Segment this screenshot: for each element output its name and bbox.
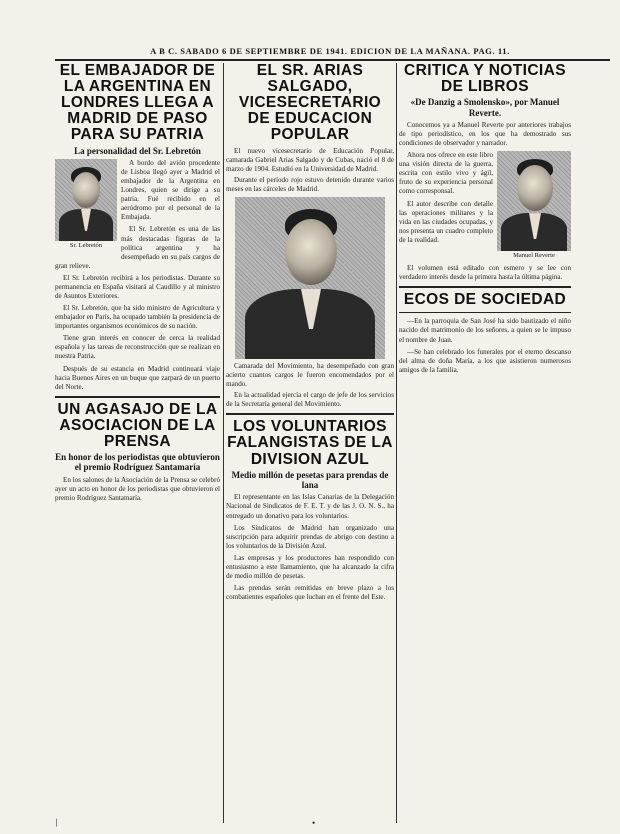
photo-lebreton: [55, 159, 117, 241]
paragraph: El representante en las Islas Canarias de la Delegación Nacional de Sindicatos de F. E. T. y de las J. O. N. S., ha entregado un donativo para los voluntarios.: [226, 493, 394, 520]
subhead-danzig-smolensko: «De Danzig a Smolensko», por Manuel Reverte.: [410, 97, 560, 118]
headline-society: ECOS DE SOCIEDAD: [403, 291, 567, 309]
section-rule: [399, 312, 571, 313]
headline-book-criticism: CRITICA Y NOTICIAS DE LIBROS: [404, 63, 566, 96]
column-1: [55, 63, 220, 823]
paragraph: Las empresas y los productores han respondido con entusiasmo a este llamamiento, que ha alcanzado la cifra de medio millón de pesetas.: [226, 553, 394, 580]
photo-caption: Manuel Reverte: [513, 252, 555, 260]
photo-lebreton-block: [55, 159, 117, 252]
section-rule: [399, 286, 571, 288]
running-head: A B C. SABADO 6 DE SEPTIEMBRE DE 1941. EDICION DE LA MAÑANA. PAG. 11.: [150, 46, 510, 56]
headline-ambassador: EL EMBAJADOR DE LA ARGENTINA EN LONDRES LLEGA A MADRID DE PASO PARA SU PATRIA: [59, 63, 216, 144]
headline-press-association: UN AGASAJO DE LA ASOCIACION DE LA PRENSA: [57, 400, 218, 450]
column-2: [226, 63, 394, 823]
paragraph: Conocemos ya a Manuel Reverte por anteriores trabajos de tipo periodístico, en los que ha demostrado sus condiciones de observador y narrador.: [399, 120, 571, 148]
paragraph: El nuevo vicesecretario de Educación Popular, camarada Gabriel Arias Salgado y de Cubas, nació el 8 de marzo de 1904. Estudió en la Universidad de Madrid.: [226, 146, 394, 173]
page-margin-mark: ⎸: [56, 818, 64, 827]
paragraph: En la actualidad ejercía el cargo de jefe de los servicios de la Secretaría general del Movimiento.: [226, 391, 394, 409]
paragraph: Camarada del Movimiento, ha desempeñado con gran acierto cuantos cargos le fueron encomendados por el mando.: [226, 361, 394, 389]
paragraph: —Se han celebrado los funerales por el eterno descanso del alma de doña María, a los que asistieron numerosos amigos de la familia.: [399, 347, 571, 374]
paragraph: El Sr. Lebretón recibirá a los periodistas. Durante su permanencia en España visitará al Caudillo y al ministro de Asuntos Exteriores.: [55, 273, 220, 300]
paragraph: El autor describe con detalle las operaciones militares y la vida en las ciudades ocupadas, y nos presenta un cuadro completo de la realidad.: [399, 199, 493, 244]
paragraph: Tiene gran interés en conocer de cerca la realidad española y las tareas de reconstrucción que se realizan en nuestra Patria.: [55, 334, 220, 361]
paragraph: Después de su estancia en Madrid continuará viaje hacia Buenos Aires en un buque que zarpará de un puerto del Norte.: [55, 364, 220, 391]
column-rule: [396, 63, 397, 823]
paragraph: Los Sindicatos de Madrid han organizado una suscripción para adquirir prendas de abrigo con destino a los voluntarios de la División Azul.: [226, 523, 394, 550]
page-dot-mark: •: [312, 818, 316, 828]
paragraph: A bordo del avión procedente de Lisboa llegó ayer a Madrid el embajador de la Argentina en Londres, quien se dirige a su patria. Fué recibido en el aeródromo por el personal de la Embajada.: [121, 158, 220, 222]
paragraph: En los salones de la Asociación de la Prensa se celebró ayer un acto en honor de los periodistas que obtuvieron el premio Rodríguez Santamaría.: [55, 475, 220, 502]
paragraph: —En la parroquia de San José ha sido bautizado el niño nacido del matrimonio de los señores, a quien se le impuso el nombre de Juan.: [399, 317, 571, 344]
paragraph: Durante el período rojo estuvo detenido durante varios meses en las cárceles de Madrid.: [226, 175, 394, 193]
paragraph: El volumen está editado con esmero y se lee con verdadero interés desde la primera hasta la última página.: [399, 264, 571, 282]
photo-reverte-block: [497, 151, 571, 262]
photo-reverte: [497, 151, 571, 251]
column-3: [399, 63, 571, 823]
subhead-press-award: En honor de los periodistas que obtuvieron el premio Rodríguez Santamaría: [55, 452, 220, 473]
paragraph: El Sr. Lebretón, que ha sido ministro de Agricultura y embajador en París, ha ocupado también la presidencia de importantes organismos económicos de su nación.: [55, 304, 220, 331]
photo-caption: Sr. Lebretón: [69, 241, 103, 249]
top-rule: [55, 59, 610, 61]
headline-volunteers: LOS VOLUNTARIOS FALANGISTAS DE LA DIVISION AZUL: [227, 418, 393, 468]
paragraph: Las prendas serán remitidas en breve plazo a los combatientes españoles que luchan en el frente del Este.: [226, 584, 394, 602]
paragraph: El Sr. Lebretón es una de las más destacadas figuras de la política argentina y ha desempeñado en su país cargos de gran relieve.: [55, 225, 220, 270]
photo-arias-salgado: [235, 197, 385, 359]
paragraph: Ahora nos ofrece en este libro una visión directa de la guerra, escrita con estilo vivo y ágil, fruto de su experiencia personal como corresponsal.: [399, 151, 493, 196]
subhead-personality: La personalidad del Sr. Lebretón: [74, 145, 201, 156]
section-rule: [55, 396, 220, 398]
section-rule: [226, 413, 394, 415]
headline-arias-salgado: EL SR. ARIAS SALGADO, VICESECRETARIO DE EDUCACION POPULAR: [238, 63, 382, 144]
subhead-wool-garments: Medio millón de pesetas para prendas de lana: [231, 469, 389, 490]
column-rule: [223, 63, 224, 823]
